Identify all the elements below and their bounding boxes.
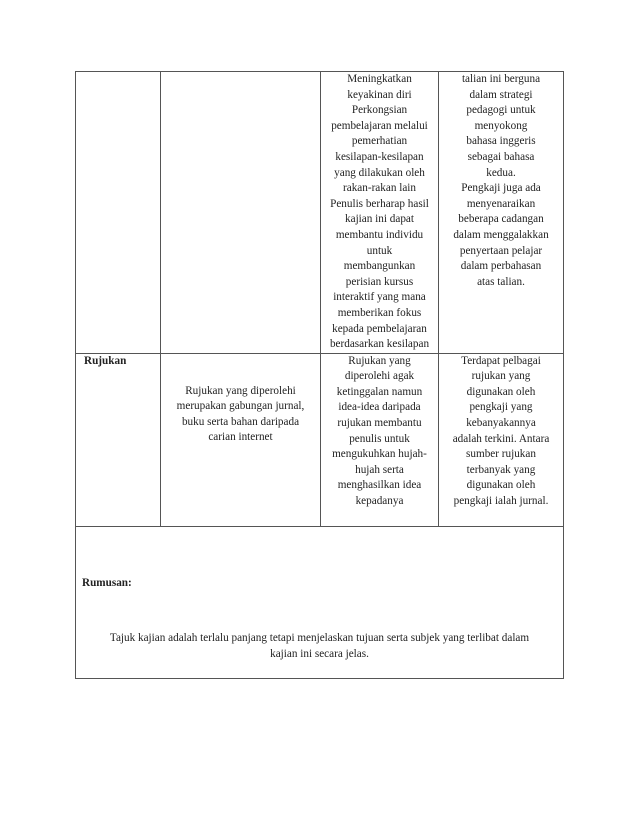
table-row — [76, 72, 564, 354]
table-row — [76, 353, 564, 526]
summary-cell — [76, 526, 564, 679]
summary-row — [76, 526, 564, 679]
summary-text: Tajuk kajian adalah terlalu panjang tetapi menjelaskan tujuan serta subjek yang terlibat dalam kajian ini secara jelas. — [109, 632, 530, 661]
review-table — [75, 71, 564, 679]
description-cell: Rujukan yang diperolehi merupakan gabungan jurnal, buku serta bahan daripada carian internet — [161, 353, 321, 526]
comment-cell: Terdapat pelbagai rujukan yang digunakan oleh pengkaji yang kebanyakannya adalah terkini. Antara sumber rujukan terbanyak yang digunakan oleh pengkaji ialah jurnal. — [439, 353, 564, 526]
summary-title: Rumusan: — [82, 577, 132, 590]
review-cell: Rujukan yang diperolehi agak ketinggalan namun idea-idea daripada rujukan membantu penulis untuk mengukuhkan hujah- hujah serta menghasilkan idea kepadanya — [321, 353, 439, 526]
row-label-rujukan: Rujukan — [76, 353, 161, 526]
review-cell: Meningkatkan keyakinan diri Perkongsian pembelajaran melalui pemerhatian kesilapan-kesilapan yang dilakukan oleh rakan-rakan lain Penulis berharap hasil kajian ini dapat membantu individu untuk membangunkan perisian kursus interaktif yang mana memberikan fokus kepada pembelajaran berdasarkan kesilapan — [321, 72, 439, 354]
description-cell — [161, 72, 321, 354]
comment-cell: talian ini berguna dalam strategi pedagogi untuk menyokong bahasa inggeris sebagai bahasa kedua. Pengkaji juga ada menyenaraikan beberapa cadangan dalam menggalakkan penyertaan pelajar dalam perbahasan atas talian. — [439, 72, 564, 354]
row-label — [76, 72, 161, 354]
